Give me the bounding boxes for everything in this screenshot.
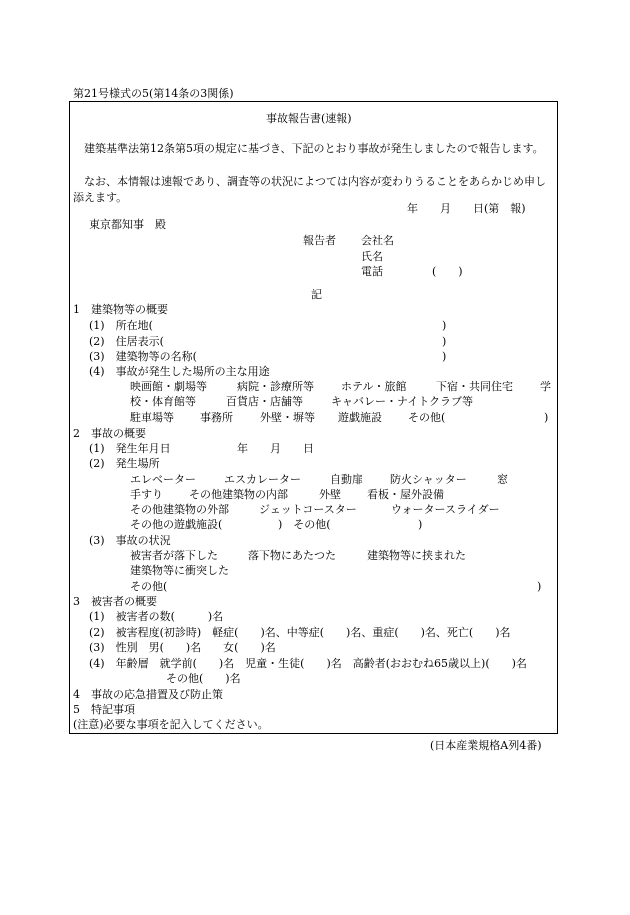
usage-option: 学	[540, 380, 551, 393]
s1-address: (2) 住居表示(	[89, 335, 164, 348]
footer-standard: (日本産業規格A列4番)	[430, 739, 542, 752]
form-title: 事故報告書(速報)	[266, 112, 352, 125]
s2-date-fields: 年 月 日	[237, 442, 314, 455]
place-option: エスカレーター	[224, 473, 301, 486]
name-label: 氏名	[361, 250, 383, 263]
situation-close: )	[537, 580, 542, 593]
usage-option: 遊戯施設	[338, 411, 382, 424]
usage-option: 外壁・塀等	[260, 411, 315, 424]
usage-option: ホテル・旅館	[341, 380, 407, 393]
company-label: 会社名	[361, 234, 394, 247]
situation-option: 建築物等に挟まれた	[367, 549, 466, 562]
place-option: ウォータースライダー	[391, 503, 500, 516]
place-option: その他の遊戯施設(	[130, 518, 223, 531]
s3-heading: 3 被害者の概要	[73, 595, 157, 608]
s5-heading: 5 特記事項	[73, 703, 135, 716]
place-option: 自動扉	[330, 473, 363, 486]
place-option: 防火シャッター	[390, 473, 467, 486]
s1-location: (1) 所在地(	[89, 319, 153, 332]
date-line: 年 月 日(第 報)	[407, 202, 526, 215]
usage-option: 映画館・劇場等	[130, 380, 207, 393]
s1-building-name: (3) 建築物等の名称(	[89, 350, 197, 363]
situation-option: その他(	[130, 580, 168, 593]
s3-victim-count: (1) 被害者の数( )名	[89, 610, 224, 623]
note: (注意)必要な事項を記入してください。	[73, 718, 269, 731]
s1-close-1: )	[442, 319, 447, 332]
ki-label: 記	[311, 288, 322, 301]
usage-option: 駐車場等	[130, 411, 174, 424]
place-option: エレベーター	[130, 473, 196, 486]
place-option: 看板・屋外設備	[367, 488, 444, 501]
usage-option: 下宿・共同住宅	[436, 380, 513, 393]
s4-heading: 4 事故の応急措置及び防止策	[73, 688, 223, 701]
intro-paragraph-1: 建築基準法第12条第5項の規定に基づき、下記のとおり事故が発生しましたので報告します。	[84, 142, 544, 155]
s1-close-2: )	[442, 335, 447, 348]
s1-usage: (4) 事故が発生した場所の主な用途	[89, 365, 270, 378]
place-option: その他建築物の外部	[130, 503, 229, 516]
phone-label: 電話	[361, 265, 383, 278]
phone-parens: ( )	[432, 265, 463, 278]
usage-option: 事務所	[200, 411, 233, 424]
usage-option: 百貨店・店舗等	[226, 395, 303, 408]
s1-close-3: )	[442, 350, 447, 363]
s3-age-other: その他( )名	[166, 672, 241, 685]
s2-situation: (3) 事故の状況	[89, 534, 171, 547]
s2-heading: 2 事故の概要	[73, 427, 146, 440]
s2-place: (2) 発生場所	[89, 457, 160, 470]
usage-option: キャバレー・ナイトクラブ等	[331, 395, 474, 408]
intro-paragraph-2: なお、本情報は速報であり、調査等の状況によつては内容が変わりうることをあらかじめ申し添えます。	[73, 175, 546, 204]
s3-age-group: (4) 年齢層 就学前( )名 児童・生徒( )名 高齢者(おおむね65歳以上)( )名	[89, 657, 527, 670]
usage-option: その他(	[408, 411, 446, 424]
usage-close: )	[544, 411, 549, 424]
place-option: 手すり	[130, 488, 163, 501]
situation-option: 建築物等に衝突した	[130, 564, 229, 577]
s2-occurrence-date: (1) 発生年月日	[89, 442, 171, 455]
usage-option: 校・体育館等	[130, 395, 196, 408]
reporter-label: 報告者	[303, 234, 336, 247]
place-option: 窓	[497, 473, 508, 486]
place-option: ジェットコースター	[259, 503, 357, 516]
usage-option: 病院・診療所等	[237, 380, 314, 393]
s1-heading: 1 建築物等の概要	[73, 303, 168, 316]
s3-gender: (3) 性別 男( )名 女( )名	[89, 641, 276, 654]
situation-option: 落下物にあたつた	[248, 549, 336, 562]
place-option: ) その他(	[278, 518, 331, 531]
place-option: その他建築物の内部	[189, 488, 288, 501]
situation-option: 被害者が落下した	[130, 549, 218, 562]
place-close: )	[418, 518, 423, 531]
addressee: 東京都知事 殿	[89, 218, 166, 231]
form-id: 第21号様式の5(第14条の3関係)	[73, 87, 234, 100]
s3-severity: (2) 被害程度(初診時) 軽症( )名、中等症( )名、重症( )名、死亡( )名	[89, 626, 511, 639]
place-option: 外壁	[319, 488, 341, 501]
